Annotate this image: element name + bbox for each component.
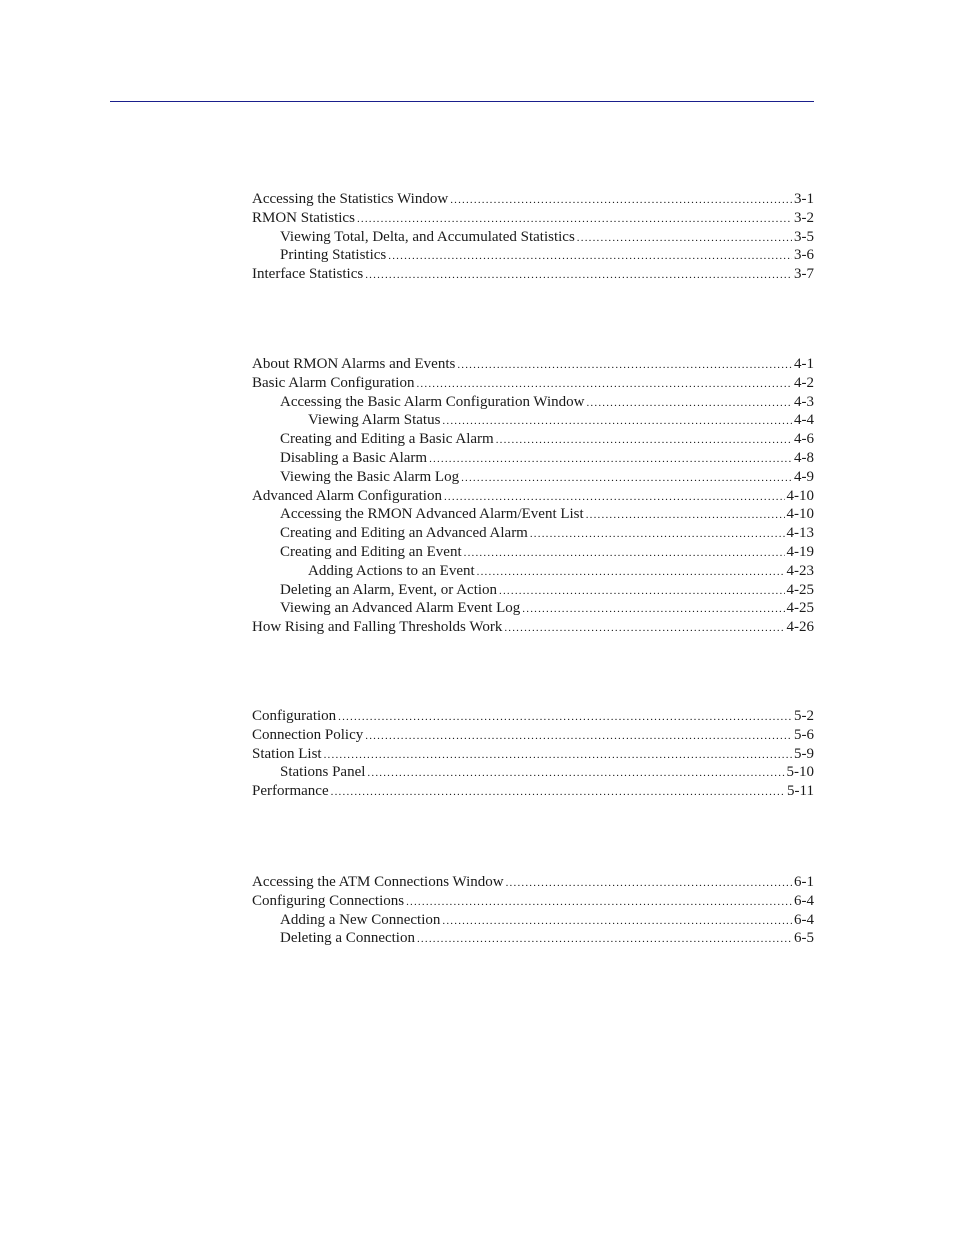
toc-entry[interactable]	[252, 726, 814, 745]
dot-leader	[365, 266, 792, 285]
toc-entry-page: 4-4	[794, 412, 814, 429]
toc-entry-title: Adding a New Connection	[280, 911, 441, 928]
toc-entry-title: Basic Alarm Configuration	[252, 374, 415, 391]
toc-entry[interactable]	[252, 929, 814, 948]
toc-section-statistics	[252, 190, 814, 284]
toc-entry-page: 4-25	[786, 600, 814, 617]
toc-entry-page: 4-25	[786, 581, 814, 598]
toc-entry-title: Configuring Connections	[252, 892, 405, 909]
dot-leader	[477, 563, 785, 582]
toc-entry[interactable]	[252, 228, 814, 247]
toc-entry[interactable]	[252, 873, 814, 892]
toc-entry-title: Configuration	[252, 708, 337, 724]
toc-entry-page: 3-7	[794, 266, 814, 283]
toc-entry[interactable]	[252, 543, 814, 562]
toc-entry-title: About RMON Alarms and Events	[252, 356, 456, 372]
toc-entry-title: RMON Statistics	[252, 209, 355, 226]
toc-entry-title: Adding Actions to an Event	[308, 562, 475, 579]
toc-entry-title: Disabling a Basic Alarm	[280, 449, 428, 466]
toc-entry-title: Interface Statistics	[252, 266, 364, 283]
toc-entry[interactable]	[252, 393, 814, 412]
dot-leader	[324, 746, 792, 765]
dot-leader	[442, 412, 792, 431]
toc-entry-page: 4-9	[794, 468, 814, 485]
toc-entry[interactable]	[252, 449, 814, 468]
toc-entry-title: Connection Policy	[252, 726, 364, 743]
toc-section-fddi	[252, 707, 814, 801]
toc-entry[interactable]	[252, 505, 814, 524]
toc-entry-title: How Rising and Falling Thresholds Work	[252, 619, 503, 636]
dot-leader	[499, 582, 784, 601]
toc-entry-page: 5-9	[794, 745, 814, 762]
toc-entry[interactable]	[252, 374, 814, 393]
toc-entry-page: 4-23	[786, 562, 814, 579]
toc-entry-title: Viewing an Advanced Alarm Event Log	[280, 600, 521, 617]
toc-entry-title: Viewing Alarm Status	[308, 412, 441, 429]
toc-entry-page: 6-5	[794, 930, 814, 947]
dot-leader	[464, 544, 785, 563]
dot-leader	[457, 356, 792, 375]
toc-entry-page: 5-10	[786, 764, 814, 781]
toc-entry[interactable]	[252, 209, 814, 228]
toc-entry[interactable]	[252, 246, 814, 265]
dot-leader	[331, 783, 785, 802]
dot-leader	[506, 874, 792, 893]
header-rule	[110, 101, 814, 102]
toc-entry[interactable]	[252, 190, 814, 209]
toc-entry[interactable]	[252, 763, 814, 782]
toc-entry[interactable]	[252, 265, 814, 284]
toc-entry[interactable]	[252, 707, 814, 726]
toc-entry-page: 5-6	[794, 726, 814, 743]
dot-leader	[496, 431, 792, 450]
toc-section-alarms	[252, 355, 814, 637]
toc-entry[interactable]	[252, 487, 814, 506]
dot-leader	[522, 600, 784, 619]
dot-leader	[365, 727, 792, 746]
toc-entry-title: Stations Panel	[280, 764, 366, 781]
toc-entry[interactable]	[252, 782, 814, 801]
toc-entry-title: Accessing the ATM Connections Window	[252, 874, 504, 890]
toc-entry-title: Printing Statistics	[280, 247, 387, 264]
toc-entry[interactable]	[252, 562, 814, 581]
toc-entry-title: Creating and Editing a Basic Alarm	[280, 431, 494, 448]
toc-entry-title: Creating and Editing an Advanced Alarm	[280, 525, 528, 542]
toc-entry-page: 4-19	[786, 543, 814, 560]
toc-entry-title: Station List	[252, 745, 322, 762]
toc-entry[interactable]	[252, 911, 814, 930]
dot-leader	[442, 912, 792, 931]
toc-entry[interactable]	[252, 524, 814, 543]
dot-leader	[586, 506, 785, 525]
dot-leader	[577, 229, 792, 248]
toc-entry-title: Viewing Total, Delta, and Accumulated Statistics	[280, 228, 575, 245]
toc-entry-page: 4-26	[786, 619, 814, 636]
toc-entry-page: 5-11	[787, 783, 814, 800]
toc-entry-page: 4-3	[794, 393, 814, 410]
toc-entry-page: 3-1	[794, 191, 814, 207]
toc-entry-page: 6-4	[794, 892, 814, 909]
toc-entry-page: 6-1	[794, 874, 814, 890]
toc-entry[interactable]	[252, 599, 814, 618]
toc-entry-title: Creating and Editing an Event	[280, 543, 462, 560]
toc-entry-title: Performance	[252, 783, 329, 800]
toc-entry-page: 3-2	[794, 209, 814, 226]
dot-leader	[461, 469, 792, 488]
toc-entry-title: Advanced Alarm Configuration	[252, 487, 442, 504]
dot-leader	[530, 525, 785, 544]
dot-leader	[417, 930, 792, 949]
toc-entry-page: 4-10	[786, 506, 814, 523]
dot-leader	[416, 375, 792, 394]
dot-leader	[450, 191, 792, 210]
dot-leader	[357, 210, 792, 229]
toc-entry-page: 3-5	[794, 228, 814, 245]
toc-entry-title: Accessing the RMON Advanced Alarm/Event List	[280, 506, 584, 523]
dot-leader	[388, 247, 792, 266]
toc-entry-page: 5-2	[794, 708, 814, 724]
dot-leader	[586, 394, 792, 413]
toc-entry-page: 4-6	[794, 431, 814, 448]
toc-entry-page: 4-13	[786, 525, 814, 542]
toc-section-atm	[252, 873, 814, 948]
dot-leader	[504, 619, 784, 638]
toc-entry-page: 4-10	[786, 487, 814, 504]
toc-entry-title: Viewing the Basic Alarm Log	[280, 468, 460, 485]
toc-entry-title: Accessing the Statistics Window	[252, 191, 449, 207]
toc-entry-title: Deleting a Connection	[280, 930, 415, 947]
toc-entry[interactable]	[252, 411, 814, 430]
dot-leader	[406, 893, 792, 912]
toc-entry[interactable]	[252, 745, 814, 764]
dot-leader	[429, 450, 792, 469]
toc-entry-title: Deleting an Alarm, Event, or Action	[280, 581, 498, 598]
dot-leader	[338, 708, 792, 727]
toc-entry[interactable]	[252, 892, 814, 911]
toc-entry[interactable]	[252, 430, 814, 449]
toc-entry[interactable]	[252, 468, 814, 487]
toc-entry-page: 4-8	[794, 449, 814, 466]
dot-leader	[367, 764, 784, 783]
toc-entry[interactable]	[252, 581, 814, 600]
dot-leader	[444, 488, 785, 507]
toc-entry-page: 4-2	[794, 374, 814, 391]
toc-entry-page: 4-1	[794, 356, 814, 372]
toc-entry-page: 6-4	[794, 911, 814, 928]
toc-entry-title: Accessing the Basic Alarm Configuration Window	[280, 393, 585, 410]
toc-entry[interactable]	[252, 355, 814, 374]
toc-entry[interactable]	[252, 618, 814, 637]
toc-entry-page: 3-6	[794, 247, 814, 264]
